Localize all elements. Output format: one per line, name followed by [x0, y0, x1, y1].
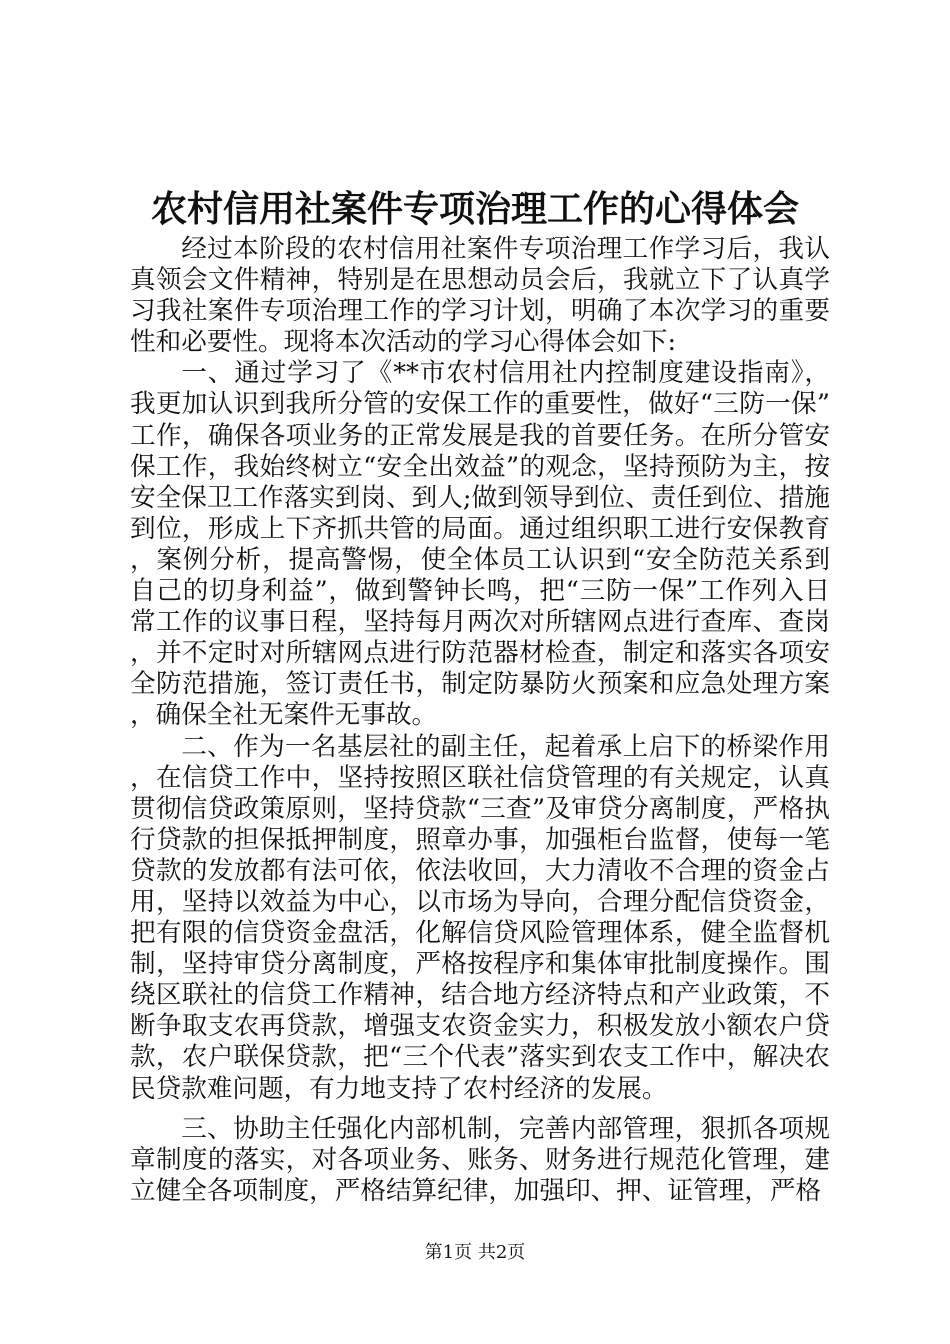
paragraph-section-three: 三、协助主任强化内部机制，完善内部管理，狠抓各项规章制度的落实，对各项业务、账务、财务进行规范化管理，建立健全各项制度，严格结算纪律，加强印、押、证管理，严格 — [130, 1113, 830, 1206]
document-title: 农村信用社案件专项治理工作的心得体会 — [150, 188, 799, 230]
document-body — [130, 234, 830, 1207]
page-number-footer: 第1页 共2页 — [424, 1242, 526, 1263]
paragraph-section-one: 一、通过学习了《**市农村信用社内控制度建设指南》，我更加认识到我所分管的安保工作的重要性，做好“三防一保”工作，确保各项业务的正常发展是我的首要任务。在所分管安保工作，我始终树立“安全出效益”的观念，坚持预防为主，按安全保卫工作落实到岗、到人;做到领导到位、责任到位、措施到位，形成上下齐抓共管的局面。通过组织职工进行安保教育，案例分析，提高警惕，使全体员工认识到“安全防范关系到自己的切身利益”，做到警钟长鸣，把“三防一保”工作列入日常工作的议事日程，坚持每月两次对所辖网点进行查库、查岗，并不定时对所辖网点进行防范器材检查，制定和落实各项安全防范措施，签订责任书，制定防暴防火预案和应急处理方案，确保全社无案件无事故。 — [130, 358, 830, 731]
paragraph-section-two: 二、作为一名基层社的副主任，起着承上启下的桥梁作用，在信贷工作中，坚持按照区联社信贷管理的有关规定，认真贯彻信贷政策原则，坚持贷款“三查”及审贷分离制度，严格执行贷款的担保抵押制度，照章办事，加强柜台监督，使每一笔贷款的发放都有法可依，依法收回，大力清收不合理的资金占用，坚持以效益为中心，以市场为导向，合理分配信贷资金，把有限的信贷资金盘活，化解信贷风险管理体系，健全监督机制，坚持审贷分离制度，严格按程序和集体审批制度操作。围绕区联社的信贷工作精神，结合地方经济特点和产业政策，不断争取支农再贷款，增强支农资金实力，积极发放小额农户贷款，农户联保贷款，把“三个代表”落实到农支工作中，解决农民贷款难问题，有力地支持了农村经济的发展。 — [130, 731, 830, 1104]
paragraph-intro: 经过本阶段的农村信用社案件专项治理工作学习后，我认真领会文件精神，特别是在思想动员会后，我就立下了认真学习我社案件专项治理工作的学习计划，明确了本次学习的重要性和必要性。现将本次活动的学习心得体会如下: — [130, 234, 830, 358]
